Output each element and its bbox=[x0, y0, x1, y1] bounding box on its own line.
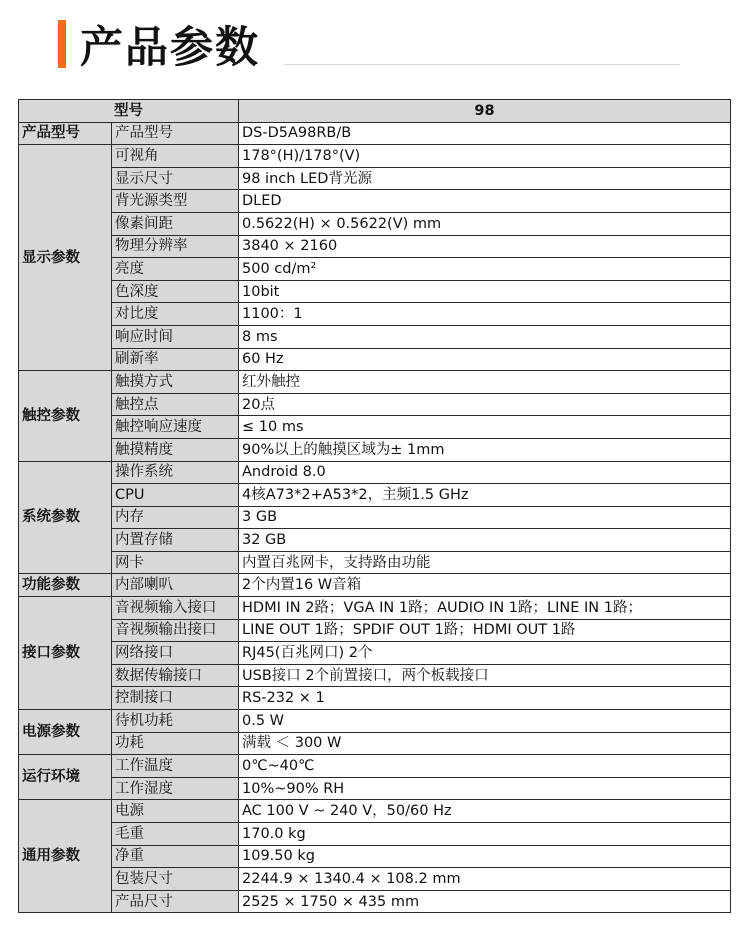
model-value-cell: 98 bbox=[239, 100, 731, 123]
table-row bbox=[19, 325, 731, 348]
table-row bbox=[19, 732, 731, 755]
param-value-cell: 170.0 kg bbox=[239, 823, 731, 846]
param-value-cell: 98 inch LED背光源 bbox=[239, 167, 731, 190]
table-row bbox=[19, 710, 731, 733]
param-value-cell: 109.50 kg bbox=[239, 845, 731, 868]
param-name-cell: 触控响应速度 bbox=[112, 416, 239, 439]
table-row bbox=[19, 371, 731, 394]
param-value-cell: 4核A73*2+A53*2，主频1.5 GHz bbox=[239, 484, 731, 507]
param-value-cell: 0.5 W bbox=[239, 710, 731, 733]
param-name-cell: 响应时间 bbox=[112, 325, 239, 348]
param-value-cell: 20点 bbox=[239, 393, 731, 416]
category-cell: 产品型号 bbox=[19, 122, 112, 145]
header-divider bbox=[284, 64, 680, 65]
table-header-row bbox=[19, 100, 731, 123]
param-value-cell: AC 100 V ~ 240 V，50/60 Hz bbox=[239, 800, 731, 823]
category-cell: 通用参数 bbox=[19, 800, 112, 913]
param-value-cell: 0℃~40℃ bbox=[239, 755, 731, 778]
table-row bbox=[19, 348, 731, 371]
table-row bbox=[19, 438, 731, 461]
table-row bbox=[19, 416, 731, 439]
table-row bbox=[19, 258, 731, 281]
param-value-cell: 红外触控 bbox=[239, 371, 731, 394]
param-value-cell: 32 GB bbox=[239, 529, 731, 552]
param-value-cell: HDMI IN 2路；VGA IN 1路；AUDIO IN 1路；LINE IN 1路； bbox=[239, 597, 731, 620]
param-value-cell: 3840 × 2160 bbox=[239, 235, 731, 258]
param-name-cell: 毛重 bbox=[112, 823, 239, 846]
param-name-cell: 触控点 bbox=[112, 393, 239, 416]
table-row bbox=[19, 777, 731, 800]
param-value-cell: 8 ms bbox=[239, 325, 731, 348]
param-name-cell: 可视角 bbox=[112, 145, 239, 168]
table-row bbox=[19, 145, 731, 168]
param-value-cell: 2244.9 × 1340.4 × 108.2 mm bbox=[239, 868, 731, 891]
table-row bbox=[19, 461, 731, 484]
param-value-cell: RS-232 × 1 bbox=[239, 687, 731, 710]
param-value-cell: LINE OUT 1路；SPDIF OUT 1路；HDMI OUT 1路 bbox=[239, 619, 731, 642]
param-name-cell: 色深度 bbox=[112, 280, 239, 303]
param-value-cell: 10bit bbox=[239, 280, 731, 303]
title-accent-bar bbox=[58, 20, 66, 68]
table-row bbox=[19, 642, 731, 665]
category-cell: 功能参数 bbox=[19, 574, 112, 597]
param-name-cell: 操作系统 bbox=[112, 461, 239, 484]
param-name-cell: CPU bbox=[112, 484, 239, 507]
table-row bbox=[19, 597, 731, 620]
param-name-cell: 背光源类型 bbox=[112, 190, 239, 213]
table-row bbox=[19, 551, 731, 574]
param-name-cell: 功耗 bbox=[112, 732, 239, 755]
table-row bbox=[19, 235, 731, 258]
param-name-cell: 触摸方式 bbox=[112, 371, 239, 394]
param-name-cell: 产品型号 bbox=[112, 122, 239, 145]
param-name-cell: 刷新率 bbox=[112, 348, 239, 371]
param-value-cell: 10%~90% RH bbox=[239, 777, 731, 800]
table-row bbox=[19, 506, 731, 529]
table-row bbox=[19, 868, 731, 891]
param-value-cell: 2个内置16 W音箱 bbox=[239, 574, 731, 597]
param-name-cell: 网络接口 bbox=[112, 642, 239, 665]
param-name-cell: 工作温度 bbox=[112, 755, 239, 778]
param-value-cell: 内置百兆网卡，支持路由功能 bbox=[239, 551, 731, 574]
param-name-cell: 包装尺寸 bbox=[112, 868, 239, 891]
table-row bbox=[19, 212, 731, 235]
param-name-cell: 显示尺寸 bbox=[112, 167, 239, 190]
param-name-cell: 网卡 bbox=[112, 551, 239, 574]
category-cell: 接口参数 bbox=[19, 597, 112, 710]
param-value-cell: 0.5622(H) × 0.5622(V) mm bbox=[239, 212, 731, 235]
param-name-cell: 内存 bbox=[112, 506, 239, 529]
param-name-cell: 控制接口 bbox=[112, 687, 239, 710]
param-value-cell: 178°(H)/178°(V) bbox=[239, 145, 731, 168]
param-value-cell: ≤ 10 ms bbox=[239, 416, 731, 439]
table-row bbox=[19, 190, 731, 213]
table-row bbox=[19, 484, 731, 507]
table-row bbox=[19, 280, 731, 303]
model-label-cell: 型号 bbox=[19, 100, 239, 123]
table-row bbox=[19, 890, 731, 913]
param-name-cell: 待机功耗 bbox=[112, 710, 239, 733]
table-row bbox=[19, 823, 731, 846]
table-row bbox=[19, 167, 731, 190]
param-name-cell: 物理分辨率 bbox=[112, 235, 239, 258]
param-value-cell: Android 8.0 bbox=[239, 461, 731, 484]
param-name-cell: 数据传输接口 bbox=[112, 664, 239, 687]
param-value-cell: DS-D5A98RB/B bbox=[239, 122, 731, 145]
param-name-cell: 像素间距 bbox=[112, 212, 239, 235]
param-value-cell: USB接口 2个前置接口，两个板载接口 bbox=[239, 664, 731, 687]
category-cell: 电源参数 bbox=[19, 710, 112, 755]
param-name-cell: 触摸精度 bbox=[112, 438, 239, 461]
param-value-cell: 1100：1 bbox=[239, 303, 731, 326]
param-value-cell: 90%以上的触摸区域为± 1mm bbox=[239, 438, 731, 461]
table-row bbox=[19, 122, 731, 145]
table-row bbox=[19, 619, 731, 642]
table-row bbox=[19, 303, 731, 326]
table-row bbox=[19, 664, 731, 687]
param-value-cell: 60 Hz bbox=[239, 348, 731, 371]
spec-table bbox=[18, 99, 731, 913]
param-value-cell: RJ45(百兆网口) 2个 bbox=[239, 642, 731, 665]
table-row bbox=[19, 574, 731, 597]
table-row bbox=[19, 755, 731, 778]
category-cell: 显示参数 bbox=[19, 145, 112, 371]
param-name-cell: 音视频输入接口 bbox=[112, 597, 239, 620]
category-cell: 运行环境 bbox=[19, 755, 112, 800]
page-header bbox=[0, 0, 750, 90]
table-row bbox=[19, 845, 731, 868]
param-name-cell: 对比度 bbox=[112, 303, 239, 326]
param-value-cell: 满载 ＜ 300 W bbox=[239, 732, 731, 755]
category-cell: 触控参数 bbox=[19, 371, 112, 461]
param-value-cell: 2525 × 1750 × 435 mm bbox=[239, 890, 731, 913]
param-name-cell: 净重 bbox=[112, 845, 239, 868]
param-value-cell: 500 cd/m² bbox=[239, 258, 731, 281]
param-name-cell: 内置存储 bbox=[112, 529, 239, 552]
table-row bbox=[19, 687, 731, 710]
param-name-cell: 内部喇叭 bbox=[112, 574, 239, 597]
param-name-cell: 音视频输出接口 bbox=[112, 619, 239, 642]
table-row bbox=[19, 800, 731, 823]
param-value-cell: DLED bbox=[239, 190, 731, 213]
table-row bbox=[19, 529, 731, 552]
param-value-cell: 3 GB bbox=[239, 506, 731, 529]
param-name-cell: 产品尺寸 bbox=[112, 890, 239, 913]
param-name-cell: 电源 bbox=[112, 800, 239, 823]
param-name-cell: 工作湿度 bbox=[112, 777, 239, 800]
page-title: 产品参数 bbox=[80, 23, 260, 73]
param-name-cell: 亮度 bbox=[112, 258, 239, 281]
table-row bbox=[19, 393, 731, 416]
category-cell: 系统参数 bbox=[19, 461, 112, 574]
